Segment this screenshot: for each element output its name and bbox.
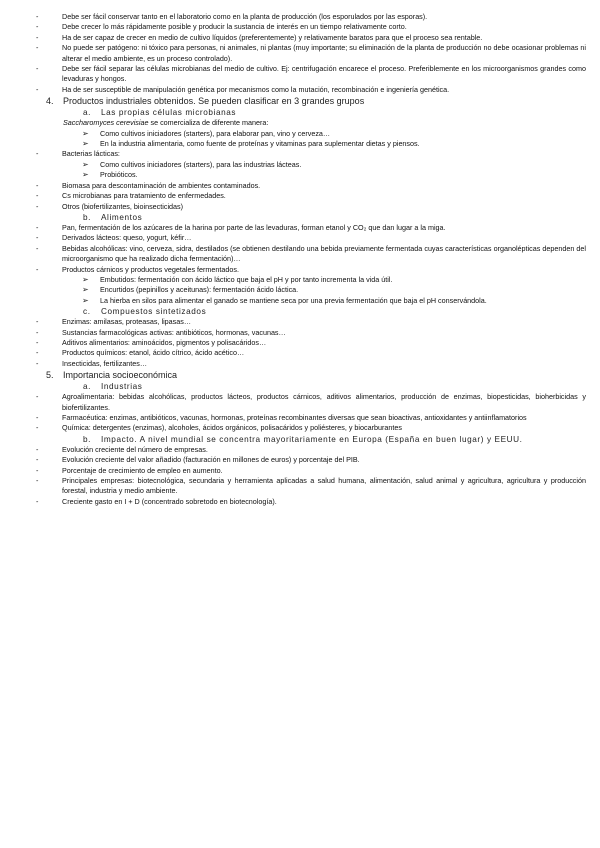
bullet-item — [0, 317, 586, 327]
dash-bullet: - — [36, 180, 39, 190]
arrow-bullet-icon: ➢ — [82, 139, 89, 149]
section-title: Importancia socioeconómica — [63, 370, 178, 381]
dash-bullet: - — [36, 22, 39, 32]
dash-bullet: - — [36, 12, 39, 21]
bullet-item — [0, 497, 586, 507]
subsection-title: Impacto. A nivel mundial se concentra mayoritariamente en Europa (España en buen lugar) y EEUU. — [101, 434, 523, 444]
bullet-text: Biomasa para descontaminación de ambientes contaminados. — [62, 180, 261, 190]
dash-bullet: - — [36, 392, 39, 402]
bullet-item — [0, 12, 586, 22]
dash-bullet: - — [36, 423, 39, 433]
bullet-text: Bacterias lácticas: — [62, 149, 120, 159]
subsection-title: Las propias células microbianas — [101, 108, 237, 118]
bullet-item — [0, 392, 586, 413]
bullet-text: Pan, fermentación de los azúcares de la harina por parte de las levaduras, forman etanol y CO₂ que dan lugar a la miga. — [62, 222, 446, 232]
dash-bullet: - — [36, 201, 39, 211]
bullet-item — [0, 191, 586, 201]
bullet-text: Ha de ser susceptible de manipulación genética por mecanismos como la mutación, recombinación e ingeniería genética. — [62, 84, 450, 94]
bullet-text: Evolución creciente del número de empresas. — [62, 444, 208, 454]
arrow-item — [0, 129, 586, 139]
bullet-text: No puede ser patógeno: ni tóxico para personas, ni animales, ni plantas (muy importante; su eliminación de la planta de producción no debe ocasionar problemas ni alterar el medio ambiente, es un proceso controlado). — [62, 43, 586, 63]
bullet-item — [0, 476, 586, 497]
bullet-text: Principales empresas: biotecnológica, secundaria y herramienta aplicadas a salud humana, alimentación, salud animal y agricultura, agricultura y producción forestal, industria y medio ambiente. — [62, 476, 586, 496]
section-heading — [0, 95, 586, 107]
arrow-item — [0, 170, 586, 180]
subsection-heading — [0, 306, 586, 317]
arrow-bullet-icon: ➢ — [82, 295, 89, 305]
dash-bullet: - — [36, 455, 39, 465]
dash-bullet: - — [36, 84, 39, 94]
bullet-item — [0, 328, 586, 338]
arrow-bullet-icon: ➢ — [82, 128, 89, 138]
arrow-text: La hierba en silos para alimentar el ganado se mantiene seca por una previa fermentación que baja el pH conservándola. — [100, 295, 487, 305]
dash-bullet: - — [36, 496, 39, 506]
section-heading — [0, 369, 586, 381]
bullet-text: Ha de ser capaz de crecer en medio de cultivo líquidos (preferentemente) y relativamente baratos para que el proceso sea rentable. — [62, 32, 483, 42]
subsection-title: Compuestos sintetizados — [101, 307, 207, 317]
bullet-text: Insecticidas, fertilizantes… — [62, 358, 148, 368]
dash-bullet: - — [36, 264, 39, 274]
dash-bullet: - — [36, 465, 39, 475]
arrow-text: Embutidos: fermentación con ácido láctico que baja el pH y por tanto incrementa la vida útil. — [100, 274, 393, 284]
bullet-item — [0, 223, 586, 233]
bullet-text: Productos químicos: etanol, ácido cítrico, ácido acético… — [62, 348, 245, 358]
dash-bullet: - — [36, 243, 39, 253]
bullet-item — [0, 338, 586, 348]
arrow-item — [0, 275, 586, 285]
arrow-item — [0, 285, 586, 295]
bullet-text: Evolución creciente del valor añadido (facturación en millones de euros) y porcentaje del PIB. — [62, 455, 360, 465]
subsection-heading — [0, 107, 586, 118]
subsection-heading — [0, 212, 586, 223]
dash-bullet: - — [36, 413, 39, 422]
bullet-item — [0, 466, 586, 476]
dash-bullet: - — [36, 476, 39, 486]
dash-bullet: - — [36, 64, 39, 74]
bullet-item — [0, 265, 586, 275]
arrow-text: Como cultivos iniciadores (starters), para elaborar pan, vino y cerveza… — [100, 128, 331, 138]
bullet-text: Debe ser fácil separar las células microbianas del medio de cultivo. Ej: centrifugación encarece el proceso. Preferiblemente en los microorganismos grandes como levaduras y hongos. — [62, 64, 586, 84]
dash-bullet: - — [36, 191, 39, 201]
dash-bullet: - — [36, 444, 39, 454]
bullet-item — [0, 423, 586, 433]
arrow-text: Probióticos. — [100, 170, 138, 180]
bullet-text: Enzimas: amilasas, proteasas, lipasas… — [62, 317, 192, 327]
bullet-item — [0, 233, 586, 243]
bullet-text: Productos cárnicos y productos vegetales fermentados. — [62, 264, 239, 274]
bullet-item — [0, 445, 586, 455]
dash-bullet: - — [36, 358, 39, 368]
arrow-text: Encurtidos (pepinillos y aceitunas): fermentación ácido láctica. — [100, 285, 299, 295]
bullet-text: Derivados lácteos: queso, yogurt, kéfir… — [62, 233, 192, 243]
subsection-heading — [0, 434, 586, 445]
bullet-item — [0, 455, 586, 465]
bullet-item — [0, 413, 586, 423]
subsection-letter: c. — [83, 307, 91, 317]
paragraph-text: se comercializa de diferente manera: — [148, 118, 269, 128]
dash-bullet: - — [36, 337, 39, 347]
paragraph — [0, 118, 586, 128]
dash-bullet: - — [36, 348, 39, 358]
bullet-text: Bebidas alcohólicas: vino, cerveza, sidra, destilados (se obtienen destilando una bebida previamente fermentada cuyas características organolépticas dependen del microorganismo que ha realizado dicha fermentación)… — [62, 243, 586, 264]
arrow-bullet-icon: ➢ — [82, 159, 89, 169]
species-name: Saccharomyces cerevisiae — [63, 118, 149, 128]
subsection-title: Alimentos — [101, 212, 143, 222]
arrow-text: Como cultivos iniciadores (starters), para las industrias lácteas. — [100, 159, 302, 169]
bullet-text: Agroalimentaria: bebidas alcohólicas, productos lácteos, productos cárnicos, aditivos alimentarios, producción de enzimas, biopesticidas, bioherbicidas y biofertilizantes. — [62, 392, 586, 412]
bullet-item — [0, 202, 586, 212]
bullet-item — [0, 244, 586, 265]
bullet-text: Porcentaje de crecimiento de empleo en aumento. — [62, 465, 223, 475]
dash-bullet: - — [36, 233, 39, 243]
subsection-letter: b. — [83, 212, 92, 222]
bullet-text: Aditivos alimentarios: aminoácidos, pigmentos y polisacáridos… — [62, 337, 267, 347]
dash-bullet: - — [36, 32, 39, 42]
bullet-text: Debe crecer lo más rápidamente posible y producir la sustancia de interés en un tiempo relativamente corto. — [62, 22, 407, 32]
arrow-item — [0, 139, 586, 149]
bullet-text: Creciente gasto en I + D (concentrado sobretodo en biotecnología). — [62, 496, 277, 506]
bullet-item — [0, 359, 586, 369]
dash-bullet: - — [36, 327, 39, 337]
section-title: Productos industriales obtenidos. Se pueden clasificar en 3 grandes grupos — [63, 96, 365, 107]
subsection-letter: b. — [83, 434, 92, 444]
bullet-text: Química: detergentes (enzimas), alcoholes, ácidos orgánicos, polisacáridos y poliésteres, y biocarburantes — [62, 423, 402, 433]
bullet-item — [0, 33, 586, 43]
arrow-item — [0, 296, 586, 306]
section-number: 5. — [46, 370, 54, 381]
arrow-bullet-icon: ➢ — [82, 170, 89, 180]
bullet-item — [0, 64, 586, 85]
bullet-text: Farmacéutica: enzimas, antibióticos, vacunas, hormonas, proteínas recombinantes diversas que sean bioactivas, antioxidantes y antiinflamatorios — [62, 413, 527, 422]
bullet-item — [0, 348, 586, 358]
subsection-title: Industrias — [101, 382, 143, 392]
bullet-item — [0, 22, 586, 32]
section-number: 4. — [46, 96, 54, 107]
dash-bullet: - — [36, 43, 39, 53]
bullet-text: Sustancias farmacológicas activas: antibióticos, hormonas, vacunas… — [62, 327, 286, 337]
arrow-item — [0, 160, 586, 170]
bullet-item — [0, 43, 586, 64]
arrow-bullet-icon: ➢ — [82, 274, 89, 284]
subsection-heading — [0, 381, 586, 392]
subsection-letter: a. — [83, 382, 92, 392]
subsection-letter: a. — [83, 108, 92, 118]
dash-bullet: - — [36, 222, 39, 232]
bullet-item — [0, 149, 586, 159]
bullet-item — [0, 85, 586, 95]
dash-bullet: - — [36, 149, 39, 159]
bullet-item — [0, 181, 586, 191]
arrow-text: En la industria alimentaria, como fuente de proteínas y vitaminas para suplementar dietas y piensos. — [100, 139, 420, 149]
bullet-text: Debe ser fácil conservar tanto en el laboratorio como en la planta de producción (los esporulados por las esporas). — [62, 12, 428, 21]
arrow-bullet-icon: ➢ — [82, 285, 89, 295]
dash-bullet: - — [36, 317, 39, 327]
bullet-text: Otros (biofertilizantes, bioinsecticidas) — [62, 201, 184, 211]
bullet-text: Cs microbianas para tratamiento de enfermedades. — [62, 191, 226, 201]
